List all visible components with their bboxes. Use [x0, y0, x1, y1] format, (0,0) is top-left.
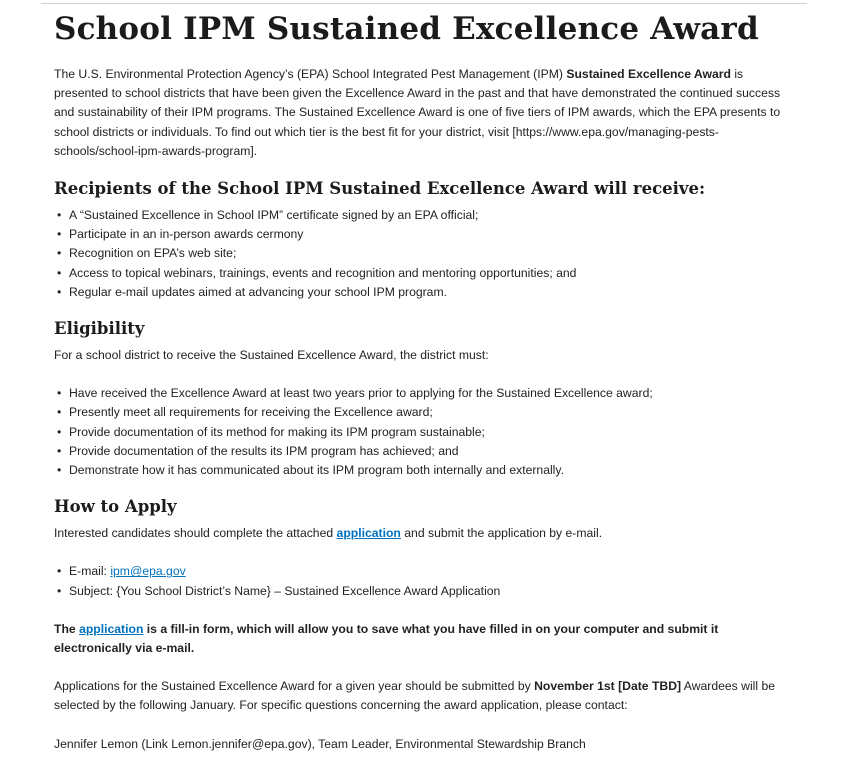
page-content [54, 10, 794, 754]
list-item: • Provide documentation of the results its IPM program has achieved; and [54, 442, 794, 461]
application-form-link[interactable]: application [79, 621, 144, 636]
intro-lead: The U.S. Environmental Protection Agency’s (EPA) School Integrated Pest Management (IPM) [54, 67, 567, 81]
list-item: • Regular e-mail updates aimed at advancing your school IPM program. [54, 283, 794, 302]
intro-award-name: Sustained Excellence Award [566, 67, 731, 81]
subject-item: • Subject: {You School District’s Name} – Sustained Excellence Award Application [54, 582, 794, 601]
deadline-after: Awardees will be selected by the following January. For specific questions concerning the award application, please contact: [54, 679, 776, 713]
deadline-date: November 1st [Date TBD] [534, 679, 682, 694]
list-item: • Have received the Excellence Award at least two years prior to applying for the Sustained Excellence award; [54, 384, 794, 403]
intro-paragraph [54, 65, 794, 161]
list-item: • Participate in an in-person awards cermony [54, 225, 794, 244]
contact-line: Jennifer Lemon (Link Lemon.jennifer@epa.gov), Team Leader, Environmental Stewardship Branch [54, 736, 586, 751]
list-item: • Provide documentation of its method for making its IPM program sustainable; [54, 423, 794, 442]
eligibility-list [54, 384, 794, 480]
application-link[interactable]: application [336, 526, 401, 541]
apply-intro-after: and submit the application by e-mail. [400, 526, 603, 541]
email-link[interactable]: ipm@epa.gov [110, 564, 186, 579]
form-note-before: The [54, 621, 80, 636]
deadline-before: Applications for the Sustained Excellence Award for a given year should be submitted by [54, 679, 535, 694]
recipients-heading: Recipients of the School IPM Sustained Excellence Award will receive: [54, 179, 706, 199]
apply-intro-before: Interested candidates should complete the attached [54, 526, 337, 541]
how-to-apply-heading: How to Apply [54, 497, 177, 517]
page-title: School IPM Sustained Excellence Award [54, 11, 759, 47]
recipients-list [54, 206, 794, 302]
list-item: • Recognition on EPA’s web site; [54, 244, 794, 263]
list-item: • Demonstrate how it has communicated about its IPM program both internally and externally. [54, 461, 794, 480]
fill-in-form-note [54, 620, 794, 658]
top-divider [41, 3, 807, 4]
email-label: E-mail: [69, 564, 111, 579]
list-item: • Access to topical webinars, trainings, events and recognition and mentoring opportunities; and [54, 264, 794, 283]
email-item [54, 562, 794, 581]
list-item: • Presently meet all requirements for receiving the Excellence award; [54, 403, 794, 422]
apply-intro [54, 524, 794, 543]
deadline-paragraph [54, 677, 794, 715]
list-item: • A “Sustained Excellence in School IPM” certificate signed by an EPA official; [54, 206, 794, 225]
intro-rest: is presented to school districts that have been given the Excellence Award in the past and that have demonstrated the continued success and sustainability of their IPM programs. The Sustained Excellence Award is one of five tiers of IPM awards, which the EPA presents to school districts or individuals. To find out which tier is the best fit for your district, visit [https://www.epa.gov/managing-pests-schools/school-ipm-awards-program]. [54, 67, 781, 158]
eligibility-intro: For a school district to receive the Sustained Excellence Award, the district must: [54, 348, 489, 363]
apply-list [54, 562, 794, 600]
form-note-after: is a fill-in form, which will allow you to save what you have filled in on your computer and submit it electronically via e-mail. [54, 621, 719, 656]
eligibility-heading: Eligibility [54, 319, 145, 339]
